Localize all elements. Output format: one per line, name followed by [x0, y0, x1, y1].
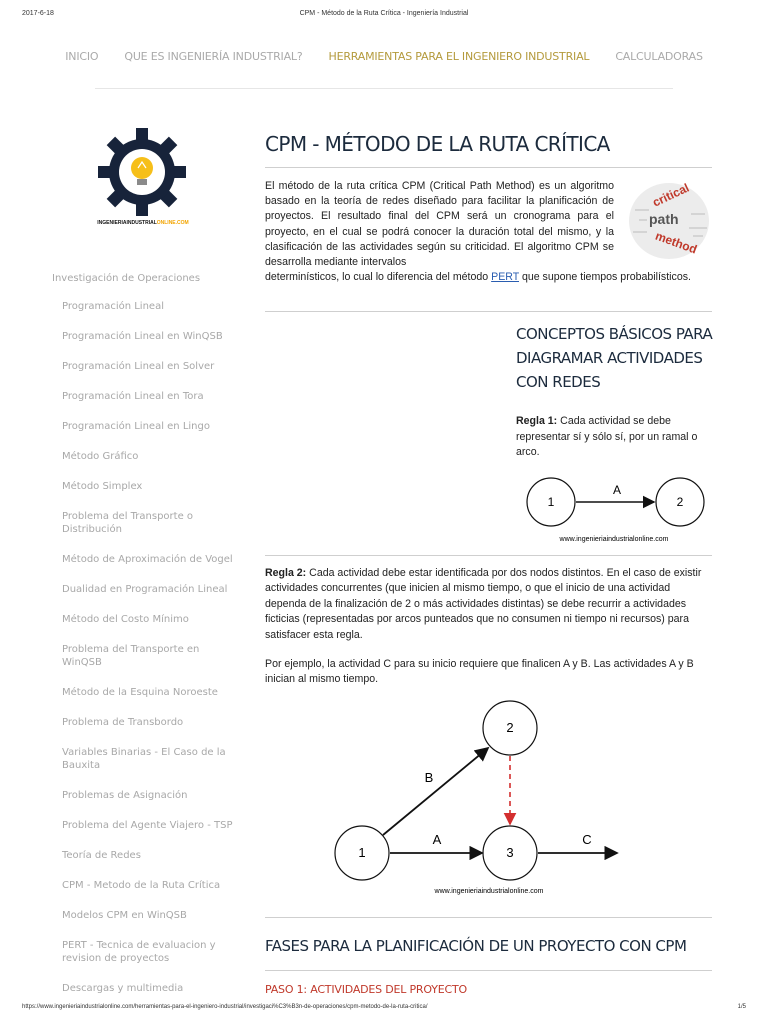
rule-1-text: Regla 1: Cada actividad se debe representar sí y sólo sí, por un ramal o arco. — [516, 415, 698, 458]
section-divider — [265, 917, 712, 918]
sidebar-item[interactable]: PERT - Tecnica de evaluacion y revision de proyectos — [62, 940, 216, 964]
section-divider — [265, 311, 712, 312]
sidebar-item[interactable]: Programación Lineal en Solver — [62, 361, 215, 372]
nav-item-inicio[interactable]: INICIO — [65, 50, 99, 63]
node-2-label: 2 — [506, 720, 514, 735]
intro-paragraph: El método de la ruta crítica CPM (Critical Path Method) es un algoritmo basado en la teoría de redes diseñado para facilitar la planificación de proyectos. El resultado final del CPM será un cronograma para el proyecto, en el cual se podrá conocer la duración total del mismo, y la clasificación de las actividades según su criticidad. El algoritmo CPM se desarrolla mediante intervalos determinísticos, lo cual lo diferencia del método PERT que supone tiempos probabilísticos. — [265, 180, 691, 284]
rule-2-diagram — [325, 698, 625, 898]
sidebar-item[interactable]: Problema del Transporte en WinQSB — [62, 644, 200, 668]
print-url: https://www.ingenieriaindustrialonline.com/herramientas-para-el-ingeniero-industrial/investigaci%C3%B3n-de-operaciones/cpm-metodo-de-la-ruta-critica/ — [22, 1004, 428, 1010]
node-1-label: 1 — [547, 495, 555, 509]
critical-path-word-cloud-image — [625, 180, 713, 262]
nav-divider — [95, 88, 673, 89]
print-page-title: CPM - Método de la Ruta Crítica - Ingeniería Industrial — [299, 10, 469, 17]
title-divider — [265, 167, 712, 168]
diagram-1-watermark: www.ingenieriaindustrialonline.com — [559, 536, 669, 543]
sidebar-item[interactable]: Dualidad en Programación Lineal — [62, 584, 228, 595]
sidebar-item[interactable]: Método de la Esquina Noroeste — [62, 687, 218, 698]
phases-heading: FASES PARA LA PLANIFICACIÓN DE UN PROYECTO CON CPM — [265, 937, 687, 955]
node-3-label: 3 — [506, 845, 514, 860]
sidebar-item[interactable]: Programación Lineal en Lingo — [62, 421, 210, 432]
concepts-heading: CONCEPTOS BÁSICOS PARA DIAGRAMAR ACTIVIDADES CON REDES — [516, 325, 713, 391]
sidebar-item[interactable]: Método de Aproximación de Vogel — [62, 554, 233, 565]
sidebar-item[interactable]: Descargas y multimedia — [62, 983, 184, 994]
rule-2-text: Regla 2: Cada actividad debe estar identificada por dos nodos distintos. En el caso de existir actividades concurrentes (que inicien al mismo tiempo, o que el inicio de una actividad dependa de la finalización de 2 o más actividades distintas) se debe recurrir a actividades ficticias (representadas por arcos punteados que no consumen ni tiempo ni recursos) para satisfacer esta regla. — [265, 567, 702, 641]
node-1-label: 1 — [358, 845, 366, 860]
sidebar-menu — [52, 270, 242, 1012]
section-divider — [265, 970, 712, 971]
arc-a-label: A — [432, 832, 442, 847]
step-1-heading: PASO 1: ACTIVIDADES DEL PROYECTO — [265, 983, 467, 996]
sidebar-heading[interactable]: Investigación de Operaciones — [52, 273, 201, 284]
sidebar-item[interactable]: Problemas de Asignación — [62, 790, 188, 801]
sidebar-item[interactable]: Variables Binarias - El Caso de la Bauxita — [62, 747, 226, 771]
sidebar-item[interactable]: Método del Costo Mínimo — [62, 614, 189, 625]
pert-link[interactable]: PERT — [491, 271, 519, 284]
node-2-label: 2 — [676, 495, 684, 509]
sidebar-item[interactable]: Teoría de Redes — [62, 850, 141, 861]
print-page-number: 1/5 — [737, 1004, 746, 1010]
page-title: CPM - MÉTODO DE LA RUTA CRÍTICA — [265, 132, 610, 156]
logo-wordmark: INGENIERIAINDUSTRIALONLINE.COM — [97, 220, 189, 226]
arc-b-label: B — [424, 770, 434, 785]
word-method: method — [653, 228, 699, 257]
sidebar-item[interactable]: Programación Lineal — [62, 301, 164, 312]
sidebar-item[interactable]: Programación Lineal en Tora — [62, 391, 204, 402]
sidebar-item[interactable]: Método Simplex — [62, 481, 143, 492]
gear-lightbulb-icon[interactable] — [96, 128, 188, 218]
arc-c-label: C — [582, 832, 592, 847]
sidebar-item[interactable]: Problema de Transbordo — [62, 717, 184, 728]
word-critical: critical — [650, 180, 692, 210]
print-header — [22, 10, 746, 24]
print-date: 2017-6-18 — [22, 10, 54, 17]
example-text: Por ejemplo, la actividad C para su inicio requiere que finalicen A y B. Las actividades A y B inician al mismo tiempo. — [265, 658, 694, 686]
sidebar-item[interactable]: Problema del Agente Viajero - TSP — [62, 820, 233, 831]
diagram-2-watermark: www.ingenieriaindustrialonline.com — [434, 888, 544, 895]
main-nav — [0, 50, 768, 63]
sidebar-item[interactable]: Método Gráfico — [62, 451, 139, 462]
nav-item-calculadoras[interactable]: CALCULADORAS — [615, 50, 703, 63]
arc-a-label: A — [612, 483, 622, 497]
sidebar-item[interactable]: Modelos CPM en WinQSB — [62, 910, 187, 921]
arc-b — [383, 748, 488, 835]
sidebar-item[interactable]: Problema del Transporte o Distribución — [62, 511, 194, 535]
nav-item-que-es-ingenieria[interactable]: QUE ES INGENIERÍA INDUSTRIAL? — [124, 50, 303, 63]
nav-item-herramientas[interactable]: HERRAMIENTAS PARA EL INGENIERO INDUSTRIAL — [328, 50, 590, 63]
rule-1-diagram — [520, 468, 715, 548]
section-divider — [265, 555, 712, 556]
word-path: path — [649, 211, 679, 227]
sidebar-item[interactable]: Programación Lineal en WinQSB — [62, 331, 223, 342]
sidebar-item[interactable]: CPM - Metodo de la Ruta Crítica — [62, 880, 221, 891]
